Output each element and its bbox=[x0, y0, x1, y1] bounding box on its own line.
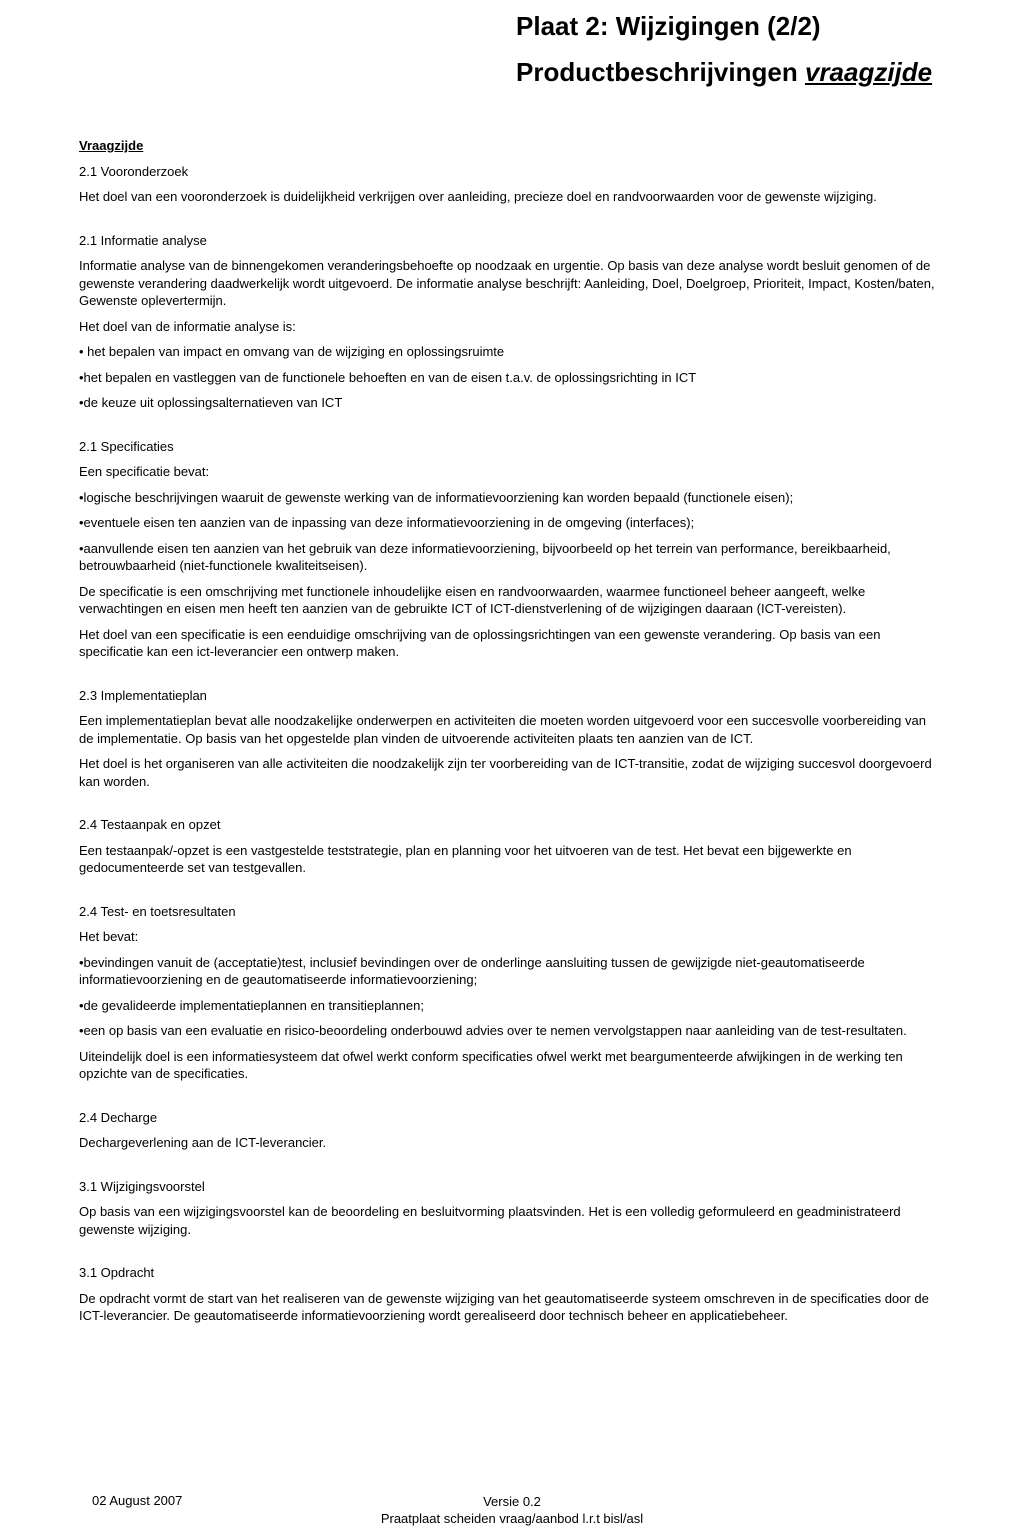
section bbox=[79, 1109, 941, 1152]
page-title: Plaat 2: Wijzigingen (2/2) bbox=[516, 11, 821, 41]
section-heading: 2.4 Test- en toetsresultaten bbox=[79, 903, 236, 919]
section-heading: 2.1 Specificaties bbox=[79, 438, 174, 454]
document-heading: Vraagzijde bbox=[79, 138, 144, 153]
section bbox=[79, 163, 941, 206]
section-paragraph: Een specificatie bevat: bbox=[79, 464, 210, 479]
section bbox=[79, 232, 941, 412]
section-paragraph: De opdracht vormt de start van het realiseren van de gewenste wijziging van het geautomatiseerde systeem omschreven in de specificaties door de ICT-leverancier. De geautomatiseerde informatievoorziening wordt gerealiseerd door technisch beheer en applicatiebeheer. bbox=[79, 1290, 929, 1323]
section-paragraph: •een op basis van een evaluatie en risico-beoordeling onderbouwd advies over te nemen vervolgstappen naar aanleiding van de test-resultaten. bbox=[79, 1023, 907, 1038]
section bbox=[79, 687, 941, 791]
section bbox=[79, 1264, 941, 1325]
section-paragraph: •logische beschrijvingen waaruit de gewenste werking van de informatievoorziening kan worden bepaald (functionele eisen); bbox=[79, 489, 794, 505]
section-paragraph: •eventuele eisen ten aanzien van de inpassing van deze informatievoorziening in de omgeving (interfaces); bbox=[79, 515, 695, 530]
section-heading: 2.3 Implementatieplan bbox=[79, 687, 207, 703]
subtitle-prefix: Productbeschrijvingen bbox=[516, 57, 805, 87]
section-heading: 3.1 Opdracht bbox=[79, 1265, 155, 1280]
footer-center bbox=[312, 1493, 712, 1527]
section-paragraph: •de gevalideerde implementatieplannen en transitieplannen; bbox=[79, 997, 424, 1013]
section-heading: 3.1 Wijzigingsvoorstel bbox=[79, 1178, 205, 1194]
section-paragraph: Dechargeverlening aan de ICT-leverancier. bbox=[79, 1135, 327, 1150]
document-body bbox=[79, 137, 941, 1351]
section-paragraph: Op basis van een wijzigingsvoorstel kan de beoordeling en besluitvorming plaatsvinden. Het is een volledig geformuleerd en geadministrateerd gewenste wijziging. bbox=[79, 1204, 901, 1237]
page-subtitle bbox=[516, 54, 932, 90]
section-paragraph: Uiteindelijk doel is een informatiesysteem dat ofwel werkt conform specificaties ofwel werkt met beargumenteerde afwijkingen in de werking ten opzichte van de specificaties. bbox=[79, 1048, 903, 1081]
section-paragraph: Het doel is het organiseren van alle activiteiten die noodzakelijk zijn ter voorbereiding van de ICT-transitie, zodat de wijziging succesvol doorgevoerd kan worden. bbox=[79, 756, 932, 789]
section-paragraph: •bevindingen vanuit de (acceptatie)test, inclusief bevindingen over de onderlinge aansluiting tussen de gewijzigde niet-geautomatiseerde informatievoorziening en de geautomatiseerde informatievoorziening; bbox=[79, 954, 865, 987]
section-paragraph: Het doel van een specificatie is een eenduidige omschrijving van de oplossingsrichtingen van een gewenste verandering. Op basis van een specificatie kan een ict-leverancier een ontwerp maken. bbox=[79, 626, 881, 659]
section bbox=[79, 1178, 941, 1239]
section bbox=[79, 903, 941, 1083]
section-heading: 2.1 Informatie analyse bbox=[79, 232, 207, 248]
section-paragraph: Het doel van een vooronderzoek is duidelijkheid verkrijgen over aanleiding, precieze doel en randvoorwaarden voor de gewenste wijziging. bbox=[79, 189, 877, 204]
section-paragraph: •aanvullende eisen ten aanzien van het gebruik van deze informatievoorziening, bijvoorbeeld op het terrein van performance, bereikbaarheid, betrouwbaarheid (niet-functionele kwaliteitseisen). bbox=[79, 540, 891, 573]
section-paragraph: De specificatie is een omschrijving met functionele inhoudelijke eisen en randvoorwaarden, waarmee functioneel beheer aangeeft, welke verwachtingen en eisen men heeft ten aanzien van de gebruikte ICT of ICT-dienstverlening of de wijzigingen daaraan (ICT-vereisten). bbox=[79, 583, 866, 616]
section-paragraph: Een implementatieplan bevat alle noodzakelijke onderwerpen en activiteiten die moeten worden uitgevoerd voor een succesvolle voorbereiding van de implementatie. Op basis van het opgestelde plan vinden de uitvoerende activiteiten plaats ten aanzien van de ICT. bbox=[79, 713, 926, 746]
subtitle-emphasis: vraagzijde bbox=[804, 57, 933, 87]
section-paragraph: Informatie analyse van de binnengekomen veranderingsbehoefte op noodzaak en urgentie. Op basis van deze analyse wordt besluit genomen of de gewenste verandering daadwerkelijk wordt uitgevoerd. De informatie analyse beschrijft: Aanleiding, Doel, Doelgroep, Prioriteit, Impact, Kosten/baten, Gewenste oplevertermijn. bbox=[79, 258, 935, 308]
section-heading: 2.1 Vooronderzoek bbox=[79, 163, 189, 179]
section-paragraph: Het doel van de informatie analyse is: bbox=[79, 318, 296, 334]
section bbox=[79, 438, 941, 661]
footer-version: Versie 0.2 bbox=[483, 1494, 541, 1509]
footer-subtitle: Praatplaat scheiden vraag/aanbod l.r.t bisl/asl bbox=[380, 1511, 644, 1526]
section-paragraph: • het bepalen van impact en omvang van de wijziging en oplossingsruimte bbox=[79, 344, 505, 359]
section-paragraph: Het bevat: bbox=[79, 929, 139, 944]
section bbox=[79, 816, 941, 877]
section-heading: 2.4 Testaanpak en opzet bbox=[79, 817, 221, 832]
section-paragraph: •de keuze uit oplossingsalternatieven van ICT bbox=[79, 395, 343, 410]
section-heading: 2.4 Decharge bbox=[79, 1109, 158, 1125]
section-paragraph: •het bepalen en vastleggen van de functionele behoeften en van de eisen t.a.v. de oplossingsrichting in ICT bbox=[79, 369, 697, 385]
sections-container bbox=[79, 163, 941, 1325]
page-header bbox=[516, 8, 932, 90]
section-paragraph: Een testaanpak/-opzet is een vastgestelde teststrategie, plan en planning voor het uitvoeren van de test. Het bevat een bijgewerkte en gedocumenteerde set van testgevallen. bbox=[79, 842, 852, 875]
footer-date: 02 August 2007 bbox=[92, 1493, 183, 1508]
